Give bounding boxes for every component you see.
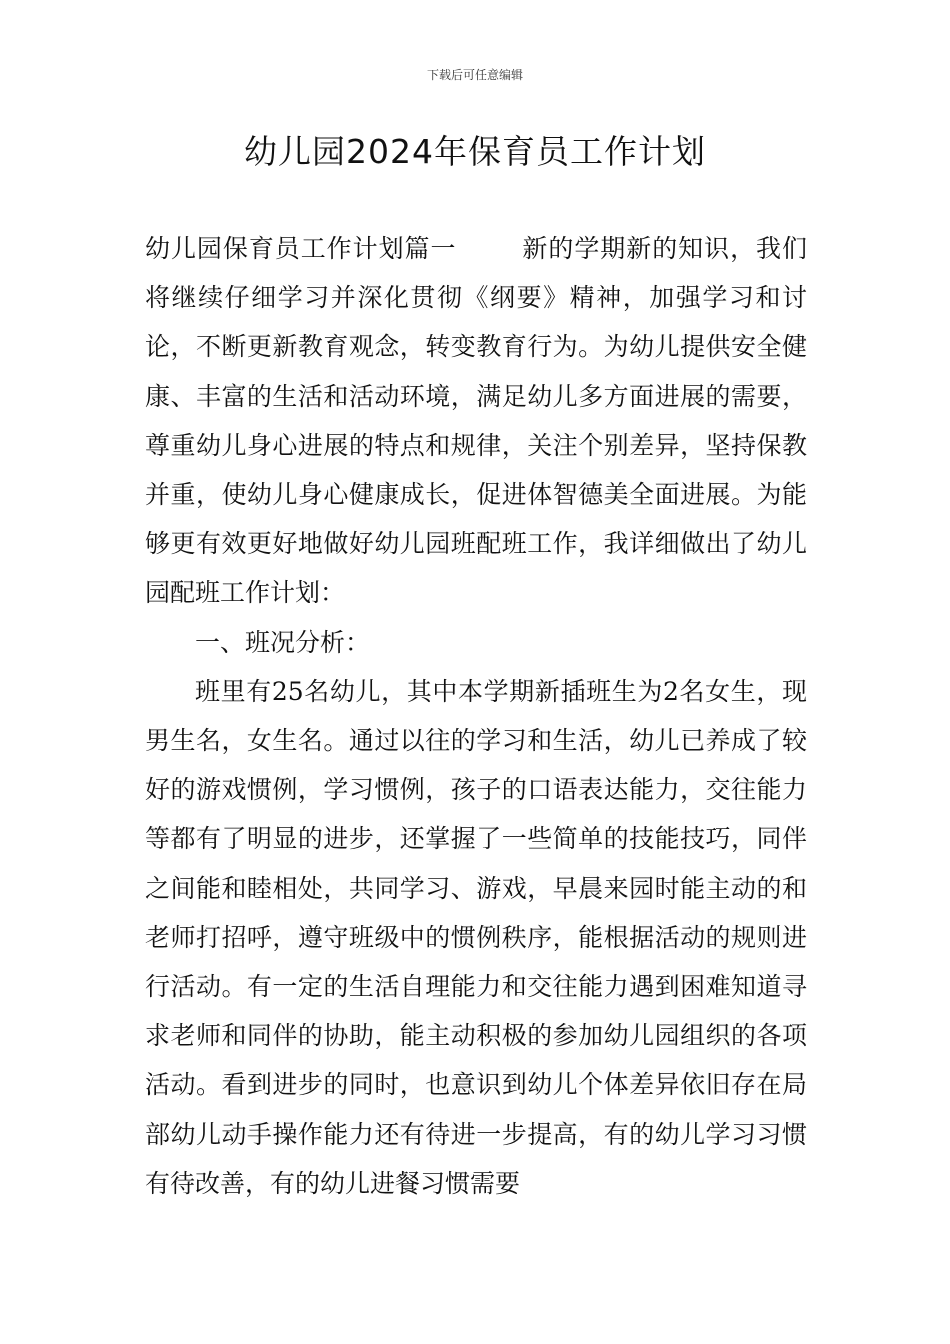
section-heading: 一、班况分析： bbox=[195, 627, 371, 657]
intro-paragraph bbox=[145, 224, 807, 618]
document-title: 幼儿园2024年保育员工作计划 bbox=[244, 132, 706, 171]
intro-text: 新的学期新的知识，我们将继续仔细学习并深化贯彻《纲要》精神，加强学习和讨论，不断更新教育观念，转变教育行为。为幼儿提供安全健康、丰富的生活和活动环境，满足幼儿多方面进展的需要，尊重幼儿身心进展的特点和规律，关注个别差异，坚持保教并重，使幼儿身心健康成长，促进体智德美全面进展。为能够更有效更好地做好幼儿园班配班工作，我详细做出了幼儿园配班工作计划： bbox=[145, 234, 807, 608]
section-paragraph: 班里有25名幼儿，其中本学期新插班生为2名女生，现男生名，女生名。通过以往的学习和生活，幼儿已养成了较好的游戏惯例，学习惯例，孩子的口语表达能力，交往能力等都有了明显的进步，还掌握了一些简单的技能技巧，同伴之间能和睦相处，共同学习、游戏，早晨来园时能主动的和老师打招呼，遵守班级中的惯例秩序，能根据活动的规则进行活动。有一定的生活自理能力和交往能力遇到困难知道寻求老师和同伴的协助，能主动积极的参加幼儿园组织的各项活动。看到进步的同时，也意识到幼儿个体差异依旧存在局部幼儿动手操作能力还有待进一步提高，有的幼儿学习习惯有待改善，有的幼儿进餐习惯需要 bbox=[145, 676, 807, 1198]
document-body bbox=[145, 224, 807, 1208]
intro-heading: 幼儿园保育员工作计划篇一 bbox=[145, 234, 457, 263]
header-note: 下载后可任意编辑 bbox=[426, 68, 523, 82]
